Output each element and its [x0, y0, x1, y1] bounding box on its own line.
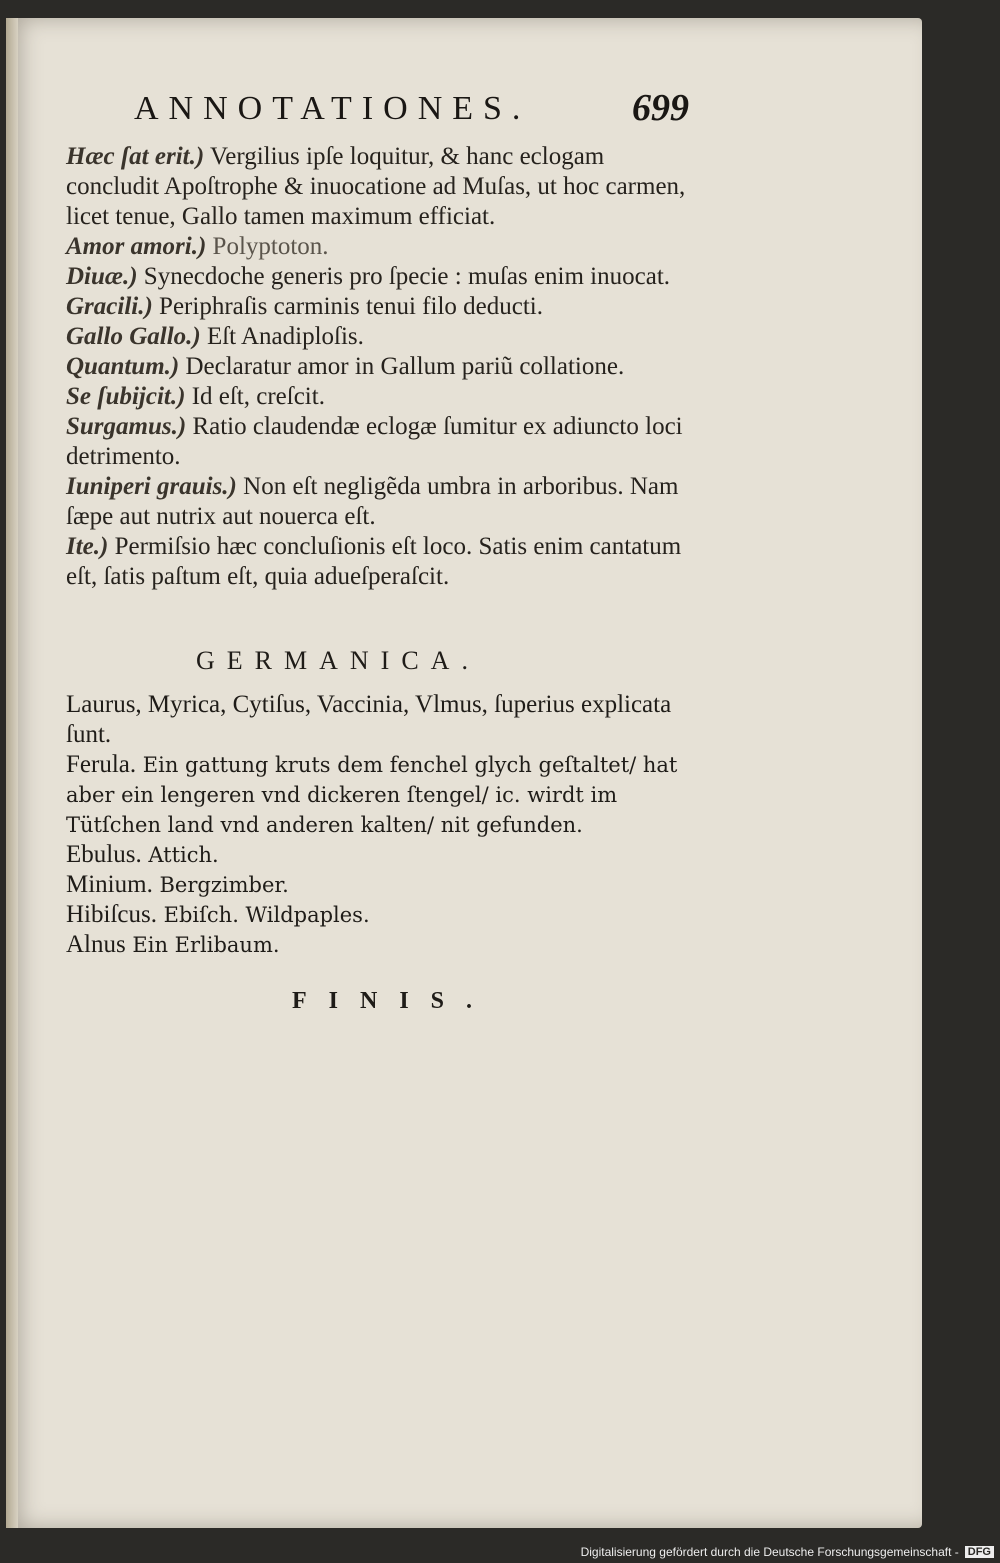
- annotation-lemma: Surgamus.): [66, 413, 187, 440]
- glossary-entry: [66, 840, 700, 870]
- section-heading-germanica: GERMANICA.: [196, 646, 480, 675]
- glossary-term: Alnus: [66, 931, 126, 958]
- glossary-gloss: Ein Erlibaum.: [125, 933, 280, 957]
- glossary-gloss: Ein gattung kruts dem fenchel glych geſtaltet/ hat aber ein lengeren vnd dickeren ſtengel/ ic. wirdt im Tütſchen land vnd anderen kalten/ nit gefunden.: [66, 753, 678, 837]
- annotation-lemma: Gallo Gallo.): [66, 323, 201, 350]
- running-head: ANNOTATIONES.: [134, 90, 531, 127]
- annotation-lemma: Iuniperi grauis.): [66, 473, 237, 500]
- glossary-entry: [66, 750, 700, 840]
- credit-text: Digitalisierung gefördert durch die Deutsche Forschungsgemeinschaft -: [580, 1545, 959, 1559]
- annotation-text: Permiſsio hæc concluſionis eſt loco. Satis enim cantatum eſt, ſatis paſtum eſt, quia adueſperaſcit.: [66, 533, 682, 590]
- glossary-term: Minium.: [66, 871, 153, 898]
- annotation-text: Periphraſis carminis tenui filo deducti.: [152, 293, 543, 320]
- dfg-logo: DFG: [965, 1546, 994, 1558]
- page-number: 699: [632, 87, 689, 129]
- annotation-lemma: Hæc ſat erit.): [66, 143, 205, 170]
- glossary-term: Ferula.: [66, 751, 137, 778]
- annotations-block: [66, 142, 700, 592]
- annotation-text: Vergilius ipſe loquitur, & hanc eclogam concludit Apoſtrophe & inuocatione ad Muſas, ut hoc carmen, licet tenue, Gallo tamen maximum efficiat.: [66, 143, 686, 230]
- annotation-text: Eſt Anadiploſis.: [200, 323, 364, 350]
- annotation-text: Synecdoche generis pro ſpecie : muſas enim inuocat.: [137, 263, 671, 290]
- annotation-lemma: Gracili.): [66, 293, 153, 320]
- annotation-text: Id eſt, creſcit.: [185, 383, 325, 410]
- annotation-entry: [66, 322, 700, 352]
- annotation-text: Ratio claudendæ eclogæ ſumitur ex adiuncto loci detrimento.: [66, 413, 683, 470]
- page-gutter: [6, 18, 18, 1528]
- annotation-entry: [66, 412, 700, 472]
- annotation-entry: [66, 142, 700, 232]
- glossary-gloss: Attich.: [141, 843, 219, 867]
- annotation-entry: [66, 232, 700, 262]
- annotation-entry: [66, 292, 700, 322]
- glossary-entry: [66, 690, 700, 750]
- glossary-term: Laurus, Myrica, Cytiſus, Vaccinia, Vlmus, ſuperius explicata ſunt.: [66, 691, 672, 748]
- annotation-lemma: Diuæ.): [66, 263, 138, 290]
- annotation-lemma: Quantum.): [66, 353, 180, 380]
- annotation-lemma: Se ſubijcit.): [66, 383, 186, 410]
- annotation-text: Non eſt negligẽda umbra in arboribus. Nam ſæpe aut nutrix aut nouerca eſt.: [66, 473, 679, 530]
- annotation-entry: [66, 352, 700, 382]
- annotation-lemma: Amor amori.): [66, 233, 207, 260]
- glossary-entry: [66, 930, 700, 960]
- annotation-entry: [66, 262, 700, 292]
- annotation-entry: [66, 382, 700, 412]
- glossary-term: Ebulus.: [66, 841, 142, 868]
- annotation-lemma: Ite.): [66, 533, 109, 560]
- finis-mark: FINIS.: [292, 988, 495, 1014]
- book-page: [6, 18, 922, 1528]
- glossary-entry: [66, 870, 700, 900]
- annotation-text: Declaratur amor in Gallum pariũ collatione.: [179, 353, 625, 380]
- glossary-gloss: Bergzimber.: [152, 873, 289, 897]
- glossary-entry: [66, 900, 700, 930]
- glossary-gloss: Ebiſch. Wildpaples.: [156, 903, 370, 927]
- germanica-glossary: [66, 690, 700, 960]
- annotation-entry: [66, 532, 700, 592]
- annotation-entry: [66, 472, 700, 532]
- digitization-credit: [581, 1545, 994, 1559]
- glossary-term: Hibiſcus.: [66, 901, 157, 928]
- annotation-text: Polyptoton.: [206, 233, 329, 260]
